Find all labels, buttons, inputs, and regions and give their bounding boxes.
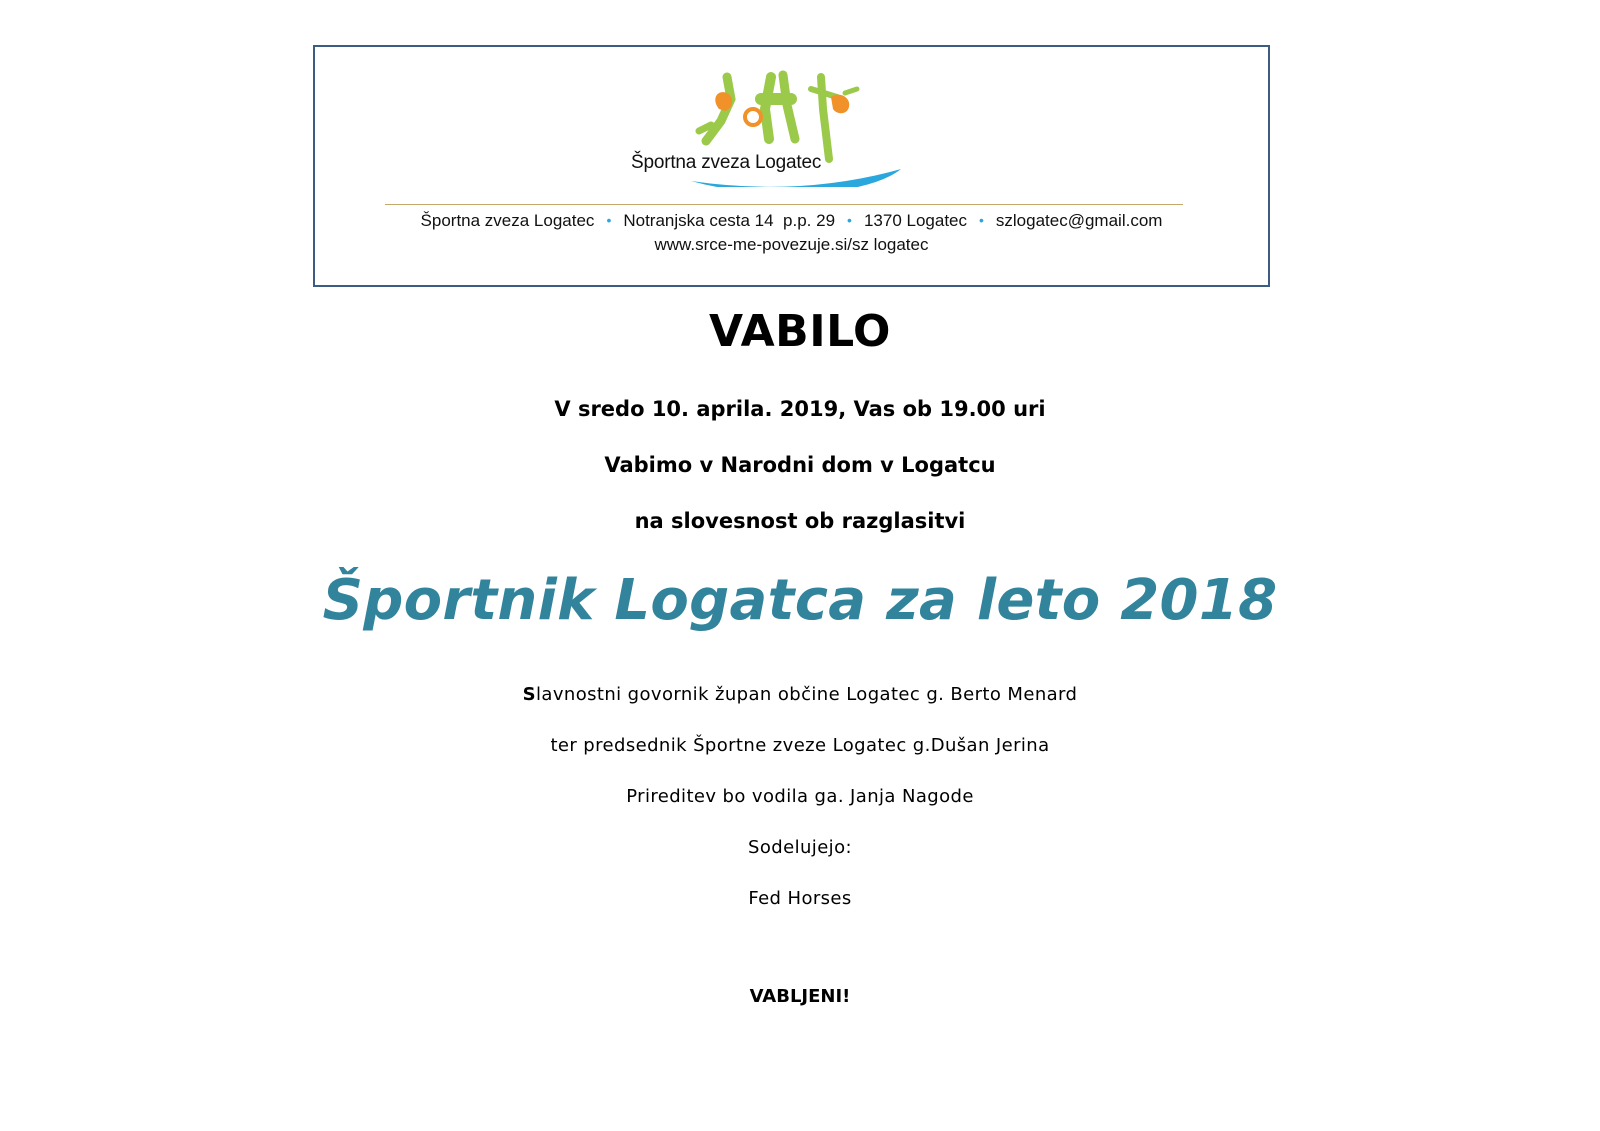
- bullet-icon: •: [606, 212, 612, 228]
- header-divider: [385, 204, 1183, 205]
- address-email: szlogatec@gmail.com: [995, 211, 1163, 230]
- date-line: V sredo 10. aprila. 2019, Vas ob 19.00 uri: [554, 397, 1046, 421]
- occasion-line: na slovesnost ob razglasitvi: [634, 509, 966, 533]
- bullet-icon: •: [979, 212, 984, 228]
- address-street: Notranjska cesta 14: [623, 211, 774, 230]
- venue-line: Vabimo v Narodni dom v Logatcu: [604, 453, 996, 477]
- speaker-line: [0, 684, 1600, 705]
- address-line: [315, 211, 1268, 231]
- page-title: VABILO: [709, 306, 891, 357]
- address-pobox: p.p. 29: [783, 211, 836, 230]
- logo-text: Športna zveza Logatec: [631, 152, 822, 173]
- host-line: Prireditev bo vodila ga. Janja Nagode: [626, 786, 974, 807]
- bullet-icon: •: [847, 212, 852, 228]
- speaker-text: lavnostni govornik župan občine Logatec g. Berto Menard: [536, 684, 1078, 705]
- address-org: Športna zveza Logatec: [420, 211, 595, 230]
- participants-value: Fed Horses: [748, 888, 852, 909]
- speaker-initial: S: [522, 684, 536, 705]
- letterhead: [313, 45, 1270, 287]
- closing-line: VABLJENI!: [749, 986, 851, 1007]
- event-title: Športnik Logatca za leto 2018: [322, 568, 1278, 633]
- website-link: www.srce-me-povezuje.si/sz logatec: [654, 235, 929, 254]
- participants-label: Sodelujejo:: [748, 837, 852, 858]
- president-line: ter predsednik Športne zveze Logatec g.Dušan Jerina: [550, 735, 1050, 756]
- address-postal: 1370 Logatec: [863, 211, 967, 230]
